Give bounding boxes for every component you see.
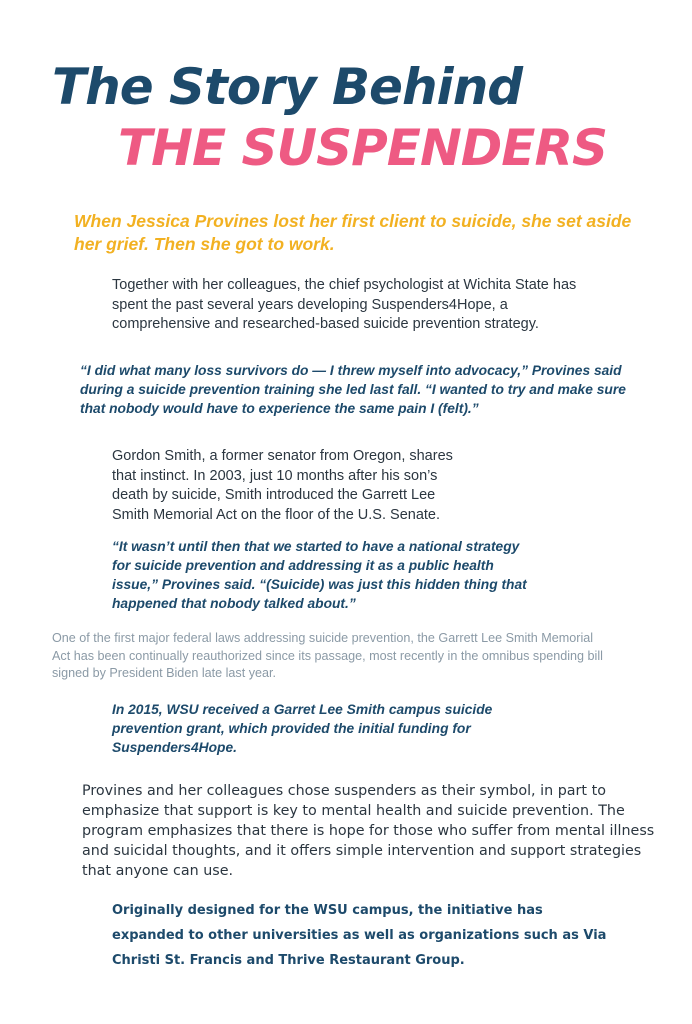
body-paragraph-4: Provines and her colleagues chose suspenders as their symbol, in part to emphasize that support is key to mental health and suicide prevention. The program emphasizes that there is hope for those who suffer from mental illness and suicidal thoughts, and it offers simple intervention and support strategies that anyone can use.: [82, 783, 655, 879]
pull-quote-1: “I did what many loss survivors do — I threw myself into advocacy,” Provines said during a suicide prevention training she led last fall. “I wanted to try and make sure that nobody would have to experience the same pain I (felt).”: [80, 363, 626, 416]
body-paragraph-2: Gordon Smith, a former senator from Oregon, shares that instinct. In 2003, just 10 months after his son’s death by suicide, Smith introduced the Garrett Lee Smith Memorial Act on the floor of the U.S. Senate.: [112, 448, 453, 523]
body-paragraph-1: Together with her colleagues, the chief psychologist at Wichita State has spent the past several years developing Suspenders4Hope, a comprehensive and researched-based suicide prevention strategy.: [112, 277, 577, 332]
pull-quote-2: “It wasn’t until then that we started to have a national strategy for suicide prevention and addressing it as a public health issue,” Provines said. “(Suicide) was just this hidden thing that happened that nobody talked about.”: [112, 539, 527, 611]
pull-quote-3: In 2015, WSU received a Garret Lee Smith campus suicide prevention grant, which provided the initial funding for Suspenders4Hope.: [112, 702, 493, 755]
title-line-2: THE SUSPENDERS: [118, 119, 607, 177]
title-line-1: The Story Behind: [52, 58, 523, 116]
closing-paragraph: Originally designed for the WSU campus, the initiative has expanded to other universities as well as organizations such as Via Christi St. Francis and Thrive Restaurant Group.: [112, 903, 607, 968]
body-paragraph-3: One of the first major federal laws addressing suicide prevention, the Garrett Lee Smith Memorial Act has been continually reauthorized since its passage, most recently in the omnibus spending bill signed by President Biden late last year.: [52, 631, 603, 680]
lead-paragraph: When Jessica Provines lost her first client to suicide, she set aside her grief. Then she got to work.: [74, 211, 632, 254]
